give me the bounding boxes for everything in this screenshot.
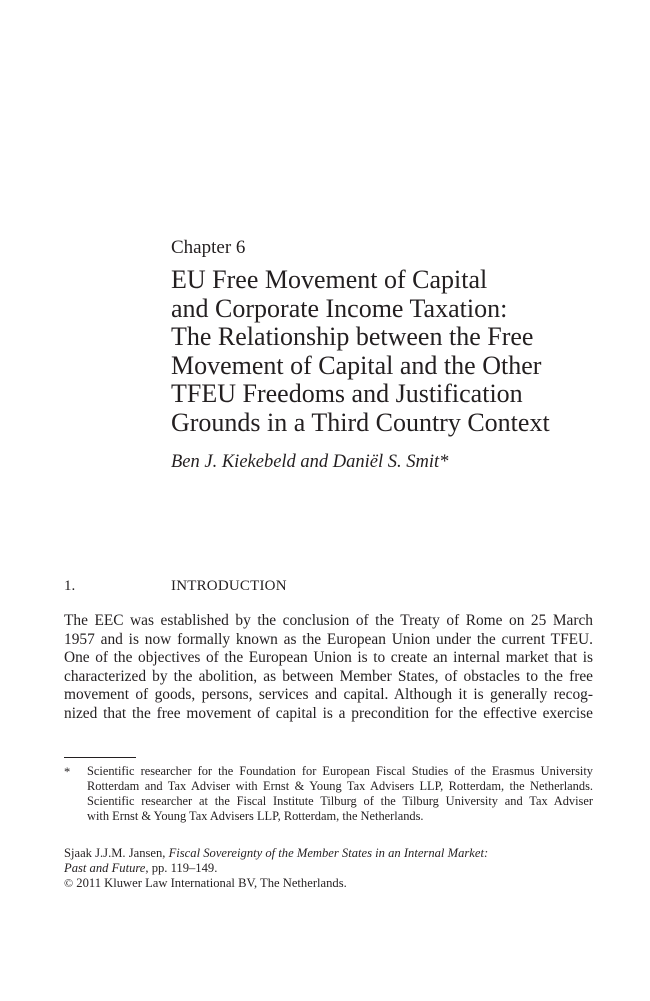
footnote-line: with Ernst & Young Tax Advisers LLP, Rotterdam, the Netherlands. [87, 809, 424, 823]
footnote-text [87, 764, 593, 824]
chapter-title-line: The Relationship between the Free [171, 322, 534, 351]
section-title: INTRODUCTION [171, 578, 287, 594]
body-line: The EEC was established by the conclusion of the Treaty of Rome on 25 March [64, 612, 593, 629]
body-line: movement of goods, persons, services and capital. Although it is generally recog- [64, 686, 593, 703]
footnote-line: Scientific researcher for the Foundation for European Fiscal Studies of the Erasmus University [87, 764, 593, 778]
citation-editor: Sjaak J.J.M. Jansen, [64, 846, 169, 860]
footnote-line: Scientific researcher at the Fiscal Institute Tilburg of the Tilburg University and Tax Adviser [87, 794, 593, 808]
footnote-divider [64, 757, 136, 758]
section-number: 1. [64, 578, 76, 594]
footnote-marker: * [64, 765, 71, 779]
chapter-title-line: Grounds in a Third Country Context [171, 407, 550, 437]
footnote-line: Rotterdam and Tax Adviser with Ernst & Young Tax Advisers LLP, Rotterdam, the Netherlands. [87, 779, 593, 793]
chapter-title-line: Movement of Capital and the Other [171, 350, 542, 380]
citation-line-3 [64, 876, 488, 891]
body-paragraph [64, 612, 593, 723]
citation-book-title: Fiscal Sovereignty of the Member States in an Internal Market: [168, 846, 489, 860]
body-line: 1957 and is now formally known as the European Union under the current TFEU. [64, 630, 593, 648]
chapter-label: Chapter 6 [171, 237, 246, 258]
copyright-text: 2011 Kluwer Law International BV, The Netherlands. [76, 876, 347, 890]
body-line: characterized by the abolition, as between Member States, of obstacles to the free [64, 667, 593, 685]
chapter-title-line: TFEU Freedoms and Justification [171, 379, 523, 408]
chapter-authors: Ben J. Kiekebeld and Daniël S. Smit* [171, 452, 449, 472]
citation-line-1 [64, 846, 488, 861]
chapter-title [171, 266, 611, 437]
copyright-icon: © [64, 876, 74, 890]
citation-line-2 [64, 861, 488, 876]
chapter-title-line: and Corporate Income Taxation: [171, 293, 508, 323]
citation-pages: , pp. 119–149. [145, 861, 218, 875]
citation-book-subtitle: Past and Future [64, 861, 146, 875]
chapter-title-line: EU Free Movement of Capital [171, 265, 488, 294]
body-line: One of the objectives of the European Union is to create an internal market that is [64, 649, 593, 666]
body-line: nized that the free movement of capital is a precondition for the effective exercise [64, 704, 593, 722]
book-citation [64, 846, 488, 891]
